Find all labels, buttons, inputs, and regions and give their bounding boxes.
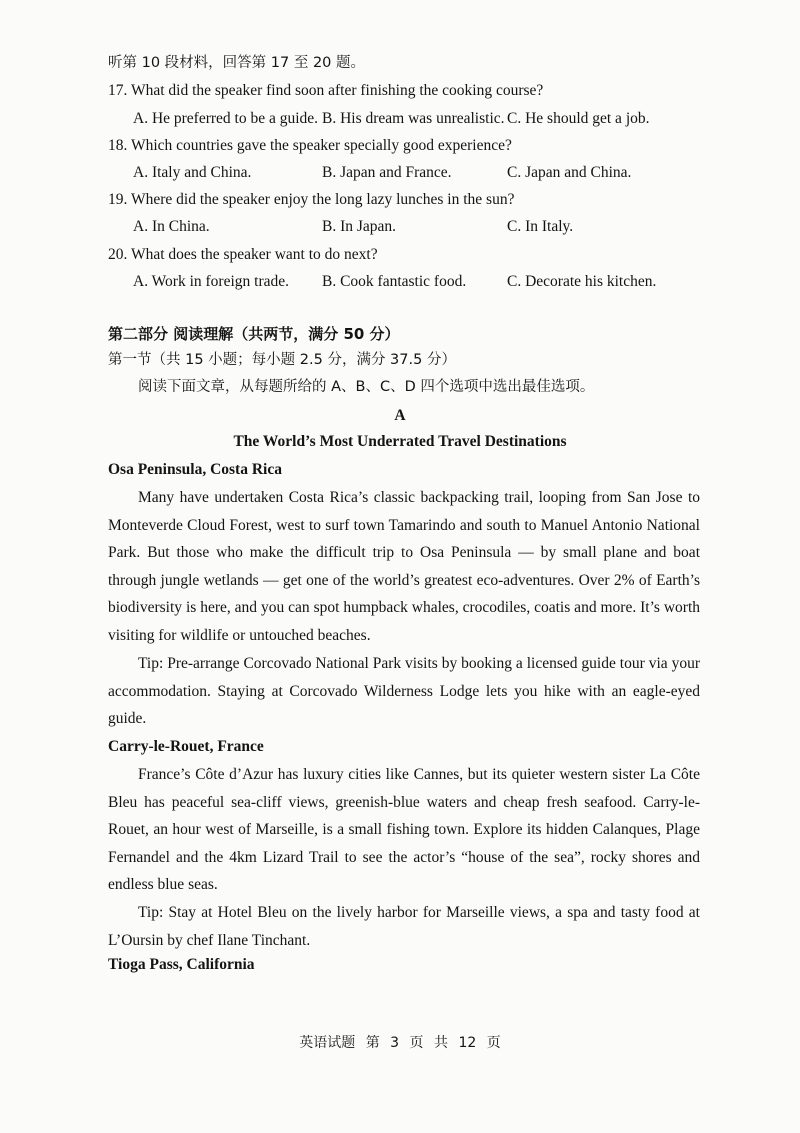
question-19-option-c: C. In Italy. xyxy=(507,218,574,235)
part-two-title: 第二部分 阅读理解（共两节，满分 50 分） xyxy=(108,325,400,343)
question-18-option-c: C. Japan and China. xyxy=(507,164,632,181)
question-17-stem: 17. What did the speaker find soon after finishing the cooking course? xyxy=(108,82,544,99)
listening-intro: 听第 10 段材料，回答第 17 至 20 题。 xyxy=(108,55,366,71)
question-20-option-b: B. Cook fantastic food. xyxy=(322,273,467,290)
passage-title: The World’s Most Underrated Travel Destinations xyxy=(233,433,567,450)
question-19-option-a: A. In China. xyxy=(133,218,210,235)
question-20-option-c: C. Decorate his kitchen. xyxy=(507,273,657,290)
question-19-stem: 19. Where did the speaker enjoy the long lazy lunches in the sun? xyxy=(108,191,515,208)
question-20-option-a: A. Work in foreign trade. xyxy=(133,273,290,290)
section-heading-carry: Carry-le-Rouet, France xyxy=(108,738,264,755)
question-17-option-c: C. He should get a job. xyxy=(507,110,650,127)
section-tip-osa: Tip: Pre-arrange Corcovado National Park visits by booking a licensed guide tour via your accommodation. Staying at Corcovado Wilderness Lodge lets you hike with an eagle-eyed guide. xyxy=(108,655,700,728)
question-19-option-b: B. In Japan. xyxy=(322,218,397,235)
reading-instruction: 阅读下面文章，从每题所给的 A、B、C、D 四个选项中选出最佳选项。 xyxy=(138,379,595,395)
section-heading-tioga: Tioga Pass, California xyxy=(108,956,255,973)
question-18-option-b: B. Japan and France. xyxy=(322,164,452,181)
section-tip-carry: Tip: Stay at Hotel Bleu on the lively harbor for Marseille views, a spa and tasty food at L’Oursin by chef Ilane Tinchant. xyxy=(108,904,700,949)
question-20-stem: 20. What does the speaker want to do next? xyxy=(108,246,378,263)
section-body-carry: France’s Côte d’Azur has luxury cities like Cannes, but its quieter western sister La Côte Bleu has peaceful sea-cliff views, greenish-blue waters and cheap fresh seafood. Carry-le-Rouet, an hour west of Marseille, is a small fishing town. Explore its hidden Calanques, Plage Fernandel and the 4km Lizard Trail to see the actor’s “house of the sea”, rocky shores and endless blue seas. xyxy=(108,766,700,894)
passage-letter: A xyxy=(394,407,406,424)
section-body-osa: Many have undertaken Costa Rica’s classic backpacking trail, looping from San Jose to Monteverde Cloud Forest, west to surf town Tamarindo and south to Manuel Antonio National Park. But those who make the difficult trip to Osa Peninsula — by small plane and boat through jungle wetlands — get one of the world’s greatest eco-adventures. Over 2% of Earth’s biodiversity is here, and you can spot humpback whales, crocodiles, coatis and more. It’s worth visiting for wildlife or untouched beaches. xyxy=(108,489,700,644)
section-one-title: 第一节（共 15 小题；每小题 2.5 分，满分 37.5 分） xyxy=(108,352,456,368)
question-17-option-b: B. His dream was unrealistic. xyxy=(322,110,505,127)
question-18-option-a: A. Italy and China. xyxy=(133,164,252,181)
question-17-option-a: A. He preferred to be a guide. xyxy=(133,110,319,127)
page-footer: 英语试题 第 3 页 共 12 页 xyxy=(299,1035,501,1051)
question-18-stem: 18. Which countries gave the speaker specially good experience? xyxy=(108,137,512,154)
section-heading-osa: Osa Peninsula, Costa Rica xyxy=(108,461,282,478)
